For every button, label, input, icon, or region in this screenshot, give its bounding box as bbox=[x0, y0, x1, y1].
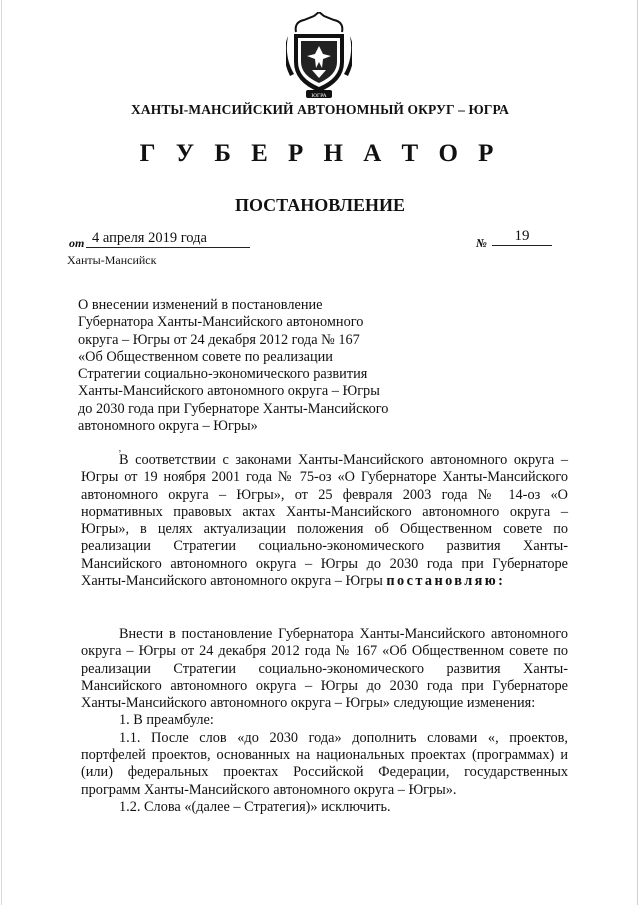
document-type: ПОСТАНОВЛЕНИЕ bbox=[234, 195, 406, 215]
document-date: 4 апреля 2019 года bbox=[86, 230, 250, 248]
subject-line: Губернатора Ханты-Мансийского автономного bbox=[78, 314, 364, 331]
region-name: ХАНТЫ-МАНСИЙСКИЙ АВТОНОМНЫЙ ОКРУГ – ЮГРА bbox=[131, 102, 509, 117]
list-item: 1.1. После слов «до 2030 года» дополнить словами «, проектов, портфелей проектов, основанных на национальных проектах (программах) и (или) федеральных проектах Российской Федерации, государственных программ Ханты-Мансийского автономного округа – Югры». bbox=[81, 729, 568, 798]
subject-line: округа – Югры от 24 декабря 2012 года № 167 bbox=[78, 331, 360, 348]
main-text: Внести в постановление Губернатора Ханты-Мансийского автономного округа – Югры от 24 декабря 2012 года № 167 «Об Общественном совете по реализации Стратегии социально-экономического развития Ханты-Мансийского автономного округа – Югры до 2030 года при Губернаторе Ханты-Мансийского автономного округа – Югры» следующие изменения: bbox=[81, 626, 568, 712]
coat-of-arms-emblem-icon bbox=[286, 12, 352, 100]
date-prefix-label: от bbox=[69, 236, 85, 250]
subject-line: Стратегии социально-экономического развития bbox=[78, 366, 368, 383]
subject-line: «Об Общественном совете по реализации bbox=[78, 348, 333, 365]
stray-mark: ‚ bbox=[118, 442, 122, 454]
document-authority-title: Г У Б Е Р Н А Т О Р bbox=[139, 140, 501, 167]
subject-line: автономного округа – Югры» bbox=[78, 418, 258, 435]
subject-line: Ханты-Мансийского автономного округа – Югры bbox=[78, 383, 380, 400]
number-label: № bbox=[476, 236, 487, 250]
preamble-text: В соответствии с законами Ханты-Мансийского автономного округа – Югры от 19 ноября 2001 года № 75-оз «О Губернаторе Ханты-Мансийского автономного округа – Югры», от 25 февраля 2003 года № 14-оз «О нормативных правовых актах Ханты-Мансийского автономного округа – Югры», в целях актуализации положения об Общественном совете по реализации Стратегии социально-экономического развития Ханты-Мансийского автономного округа – Югры до 2030 года при Губернаторе Ханты-Мансийского автономного округа – Югры bbox=[81, 452, 568, 590]
document-subject bbox=[78, 297, 438, 435]
list-item: 1. В преамбуле: bbox=[119, 712, 214, 729]
main-paragraph bbox=[81, 626, 568, 816]
list-item: 1.2. Слова «(далее – Стратегия)» исключить. bbox=[119, 798, 391, 815]
scan-edge-right bbox=[637, 0, 638, 905]
scan-edge-left bbox=[1, 0, 2, 905]
emblem-ribbon-text: ЮГРА bbox=[311, 93, 327, 99]
document-city: Ханты-Мансийск bbox=[67, 253, 157, 267]
subject-line: О внесении изменений в постановление bbox=[78, 297, 323, 313]
subject-line: до 2030 года при Губернаторе Ханты-Мансийского bbox=[78, 400, 389, 417]
decree-word: постановляю: bbox=[386, 573, 506, 590]
preamble-paragraph bbox=[81, 452, 568, 590]
document-number: 19 bbox=[492, 227, 552, 246]
